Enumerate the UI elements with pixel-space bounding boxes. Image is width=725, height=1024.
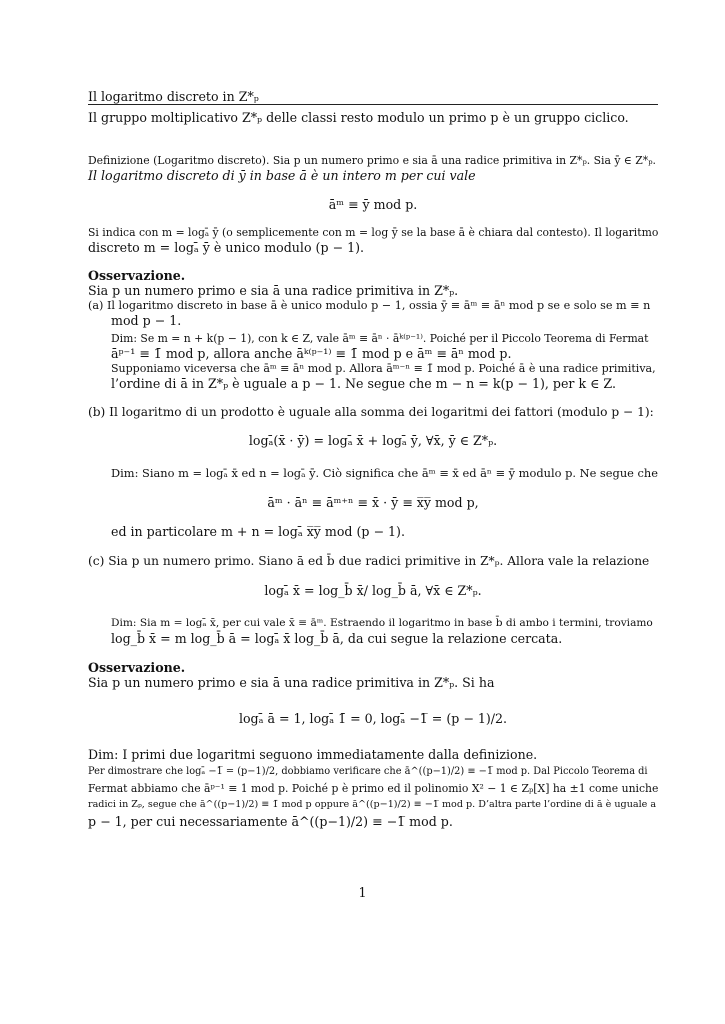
text-line: mod p − 1. (111, 313, 182, 328)
text-line: l’ordine di ā in Z*ₚ è uguale a p − 1. Ne segue che m − n = k(p − 1), per k ∈ Z. (111, 376, 616, 391)
item-c: (c) Sia p un numero primo. Siano ā ed b̄ due radici primitive in Z*ₚ. Allora vale la relazione (88, 554, 650, 568)
text-line: Sia p un numero primo e sia ā una radice primitiva in Z*ₚ. (88, 283, 459, 298)
text-line: Il logaritmo discreto di ȳ in base ā è un intero m per cui vale (88, 168, 476, 183)
text-line: Per dimostrare che logₐ̄ −1̅ = (p−1)/2, dobbiamo verificare che ā^((p−1)/2) ≡ −1̅ mod p. Dal Piccolo Teorema di (88, 766, 648, 777)
page-number: 1 (358, 885, 367, 900)
text-line: p − 1, per cui necessariamente ā^((p−1)/2) ≡ −1̅ mod p. (88, 814, 453, 829)
text-line: log_b̄ x̄ = m log_b̄ ā = logₐ̄ x̄ log_b̄ ā, da cui segue la relazione cercata. (111, 631, 563, 646)
display-formula: logₐ̄ x̄ = log_b̄ x̄/ log_b̄ ā, ∀x̄ ∈ Z*ₚ. (264, 583, 482, 598)
text-line: āᵖ⁻¹ ≡ 1̄ mod p, allora anche āᵏ⁽ᵖ⁻¹⁾ ≡ 1̄ mod p e āᵐ ≡ āⁿ mod p. (111, 346, 512, 361)
proof-line: Dim: Siano m = logₐ̄ x̄ ed n = logₐ̄ ȳ. Ciò significa che āᵐ ≡ x̄ ed āⁿ ≡ ȳ modulo p. Ne segue che (111, 466, 658, 480)
text-line: Supponiamo viceversa che āᵐ ≡ āⁿ mod p. Allora āᵐ⁻ⁿ ≡ 1̄ mod p. Poiché ā è una radice primitiva, (111, 362, 656, 375)
text-line: Si indica con m = logₐ̄ ȳ (o semplicemente con m = log ȳ se la base ā è chiara dal contesto). Il logaritmo (88, 226, 659, 239)
item-b: (b) Il logaritmo di un prodotto è uguale alla somma dei logaritmi dei fattori (modulo p − 1): (88, 405, 654, 419)
text-line: Il gruppo moltiplicativo Z*ₚ delle classi resto modulo un primo p è un gruppo ciclico. (88, 110, 629, 125)
definition-line: Definizione (Logaritmo discreto). Sia p un numero primo e sia ā una radice primitiva in Z*ₚ. Sia ȳ ∈ Z*ₚ. (88, 154, 656, 167)
proof-line: Dim: I primi due logaritmi seguono immediatamente dalla definizione. (88, 747, 538, 762)
remark-heading: Osservazione. (88, 660, 186, 675)
item-a: (a) Il logaritmo discreto in base ā è unico modulo p − 1, ossia ȳ ≡ āᵐ ≡ āⁿ mod p se e solo se m ≡ n (88, 299, 651, 312)
display-formula: logₐ̄ ā = 1, logₐ̄ 1̄ = 0, logₐ̄ −1̅ = (p − 1)/2. (238, 711, 508, 726)
header-rule (88, 104, 658, 105)
display-formula: āᵐ ≡ ȳ mod p. (328, 197, 418, 212)
display-formula: logₐ̄(x̄ · ȳ) = logₐ̄ x̄ + logₐ̄ ȳ, ∀x̄, ȳ ∈ Z*ₚ. (248, 433, 498, 448)
text-line: ed in particolare m + n = logₐ̄ x̅y̅ mod (p − 1). (111, 524, 405, 539)
text-line: Fermat abbiamo che āᵖ⁻¹ ≡ 1 mod p. Poiché p è primo ed il polinomio X² − 1 ∈ Zₚ[X] ha ±1 come uniche (88, 782, 659, 795)
text-line: radici in Zₚ, segue che ā^((p−1)/2) ≡ 1̄ mod p oppure ā^((p−1)/2) ≡ −1̅ mod p. D’altra parte l’ordine di ā è uguale a (88, 799, 657, 810)
text-line: Sia p un numero primo e sia ā una radice primitiva in Z*ₚ. Si ha (88, 675, 495, 690)
display-formula: āᵐ · āⁿ ≡ āᵐ⁺ⁿ ≡ x̄ · ȳ ≡ x̅y̅ mod p, (267, 495, 479, 510)
proof-line: Dim: Sia m = logₐ̄ x̄, per cui vale x̄ ≡ āᵐ. Estraendo il logaritmo in base b̄ di ambo i termini, troviamo (111, 617, 653, 629)
remark-heading: Osservazione. (88, 268, 186, 283)
text-line: discreto m = logₐ̄ ȳ è unico modulo (p − 1). (88, 240, 364, 255)
proof-line: Dim: Se m = n + k(p − 1), con k ∈ Z, vale āᵐ ≡ āⁿ · āᵏ⁽ᵖ⁻¹⁾. Poiché per il Piccolo Teorema di Fermat (111, 332, 649, 345)
running-header: Il logaritmo discreto in Z*ₚ (88, 89, 259, 104)
